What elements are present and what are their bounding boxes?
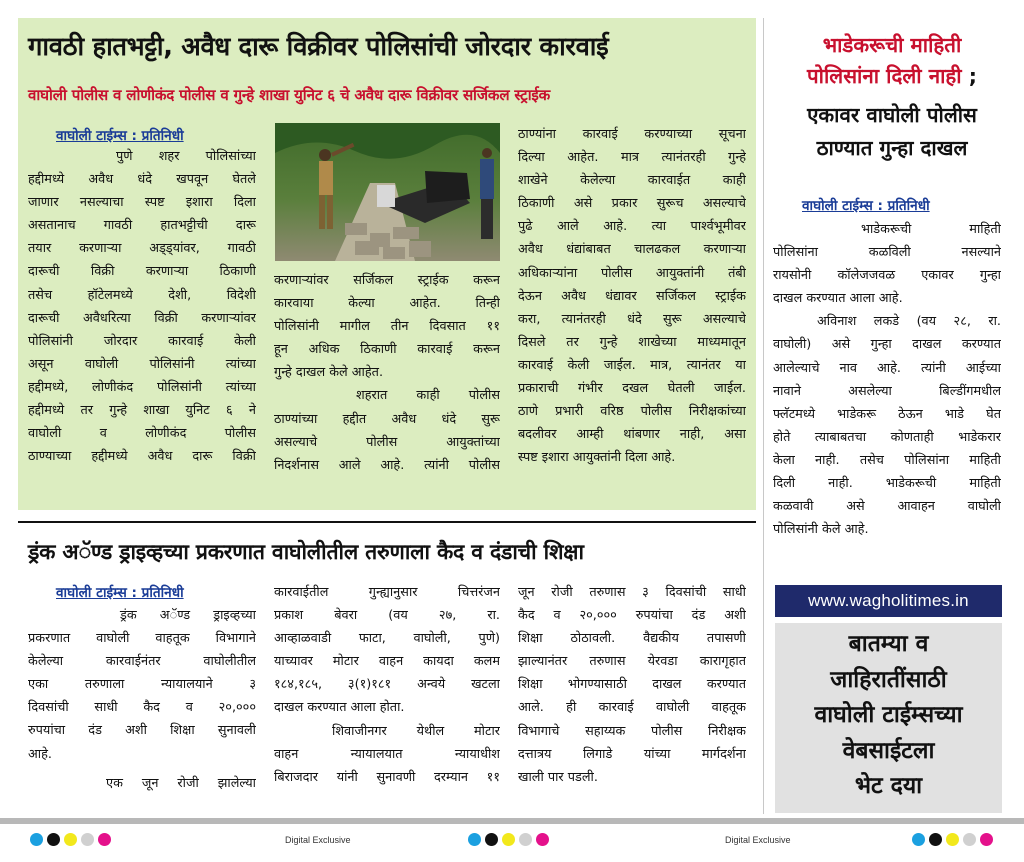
story3-line: केला नाही. तसेच पोलिसांना माहिती: [773, 452, 1001, 468]
story1-col3-line: बदलीवर आम्ही थांबणार नाही, असा: [518, 427, 746, 443]
black-dot-icon: [929, 833, 942, 846]
promo-line-4: वेबसाईटला: [842, 737, 935, 764]
color-swatch-left: [30, 833, 111, 846]
story2-col3-line: दत्तात्रय लिगाडे यांच्या मार्गदर्शना: [518, 746, 746, 762]
story3-line: रायसोनी कॉलेजजवळ एकावर गुन्हा: [773, 268, 1001, 284]
story1-col2-line: शहरात काही पोलीस: [356, 388, 500, 404]
story2-col2-line: १८४,१८५, ३(१)१८१ अन्वये खटला: [274, 677, 500, 693]
story1-col1-line: पुणे शहर पोलिसांच्या: [116, 149, 256, 164]
black-dot-icon: [47, 833, 60, 846]
story1-col1-line: ठाण्याच्या हद्दीमध्ये अवैध दारू विक्री: [28, 449, 256, 465]
story1-column-3: [518, 123, 746, 469]
story2-col1-line: दिवसांची साधी कैद व २०,०००: [28, 700, 256, 716]
magenta-dot-icon: [980, 833, 993, 846]
story1-col1-line: तसेच हॉटेलमध्ये देशी, विदेशी: [28, 287, 256, 303]
story2-col2-line: शिवाजीनगर येथील मोटार: [332, 723, 500, 739]
story3-line: फ्लॅटमध्ये भाडेकरू ठेऊन भाडे घेत: [773, 406, 1001, 422]
cyan-dot-icon: [30, 833, 43, 846]
story1-col1-line: तयार करणाऱ्या अड्ड्यांवर, गावठी: [28, 241, 256, 257]
story2-col2-line: बिराजदार यांनी सुनावणी दरम्यान ११: [274, 769, 500, 785]
story1-column-2: [274, 269, 500, 477]
story2-col3-line: कैद व २०,००० रुपयांचा दंड अशी: [518, 608, 746, 624]
story2-col3-line: विभागाचे सहाय्यक पोलीस निरीक्षक: [518, 723, 746, 739]
story1-col3-line: दिसले तर गुन्हे शाखेच्या माध्यमातून: [518, 334, 746, 350]
story2-column-3: [518, 581, 746, 789]
story2-rule: [18, 521, 756, 523]
story2-column-2: [274, 581, 500, 789]
promo-line-3: वाघोली टाईम्सच्या: [814, 702, 963, 728]
story2-byline: वाघोली टाईम्स : प्रतिनिधी: [56, 585, 184, 601]
story1-col1-line: असतानाच गावठी हातभट्टीची दारू: [28, 218, 256, 234]
story2-col3-line: जून रोजी तरुणास ३ दिवसांची साधी: [518, 585, 746, 600]
story2-col1-line: एक जून रोजी झालेल्या: [106, 775, 256, 791]
story1-col1-line: हद्दीमध्ये अवैध धंदे खपवून घेतले: [28, 172, 256, 188]
story2-col3-line: झाल्यानंतर तरुणास येरवडा कारागृहात: [518, 654, 746, 670]
story1-col1-line: वाघोली व लोणीकंद पोलीस: [28, 426, 256, 442]
story1-col3-line: देऊन अवैध धंद्यावर सर्जिकल स्ट्राईक: [518, 288, 746, 304]
story1-col2-line: करणाऱ्यांवर सर्जिकल स्ट्राईक करून: [274, 273, 500, 288]
story3-line: कळवावी असे आवाहन वाघोली: [773, 499, 1001, 515]
story1-col3-line: अवैध धंद्यांबाबत चालढकल करणाऱ्या: [518, 242, 746, 258]
story2-col1-line: ड्रंक अॅण्ड ड्राइव्हच्या: [120, 608, 256, 623]
story1-col2-line: ठाण्यांच्या हद्दीत अवैध धंदे सुरू: [274, 411, 500, 427]
gray-dot-icon: [81, 833, 94, 846]
column-divider: [763, 18, 764, 814]
story1-col3-line: शाखेने केलेल्या कारवाईत काही: [518, 173, 746, 189]
footer-label-left: Digital Exclusive: [285, 835, 351, 845]
story3-headline-black-1: एकावर वाघोली पोलीस: [807, 103, 977, 127]
promo-line-1: बातम्या व: [848, 631, 929, 657]
black-dot-icon: [485, 833, 498, 846]
story3-body: [773, 218, 1001, 541]
story3-byline: वाघोली टाईम्स : प्रतिनिधी: [802, 198, 930, 214]
story2-col3-line: आले. ही कारवाई वाघोली वाहतूक: [518, 700, 746, 716]
story3-headline: [770, 30, 1014, 164]
story1-col3-line: ठाणे प्रभारी वरिष्ठ पोलीस निरीक्षकांच्या: [518, 404, 746, 420]
yellow-dot-icon: [946, 833, 959, 846]
story1-col1-line: पोलिसांनी जोरदार कारवाई केली: [28, 333, 256, 349]
story2-col2-line: कारवाईतील गुन्ह्यानुसार चित्तरंजन: [274, 585, 500, 600]
story1-col2-line: कारवाया केल्या आहेत. तिन्ही: [274, 296, 500, 312]
story3-line: नावाने असलेल्या बिल्डींगमधील: [773, 383, 1001, 399]
color-swatch-right: [912, 833, 993, 846]
story1-col2-line: असल्याचे पोलीस आयुक्तांच्या: [274, 434, 500, 450]
story1-col3-line: प्रकाराची गंभीर दखल घेतली जाईल.: [518, 381, 746, 397]
police-raid-photo-image: [275, 123, 500, 261]
story1-col1-line: जाणार नसल्याचा स्पष्ट इशारा दिला: [28, 195, 256, 211]
story1-col3-line: करा, त्यानंतरही धंदे सुरू असल्याचे: [518, 311, 746, 327]
news-photo: [275, 123, 500, 261]
story3-line: दाखल करण्यात आला आहे.: [773, 291, 903, 307]
story3-line: होते त्याबाबतचा कोणताही भाडेकरार: [773, 429, 1001, 445]
gray-dot-icon: [519, 833, 532, 846]
magenta-dot-icon: [98, 833, 111, 846]
story1-byline: वाघोली टाईम्स : प्रतिनिधी: [56, 128, 184, 144]
story1-col2-line: पोलिसांनी मागील तीन दिवसात ११: [274, 319, 500, 335]
story1-col2-line: हून अधिक ठिकाणी कारवाई करून: [274, 342, 500, 358]
story2-col2-line: वाहन न्यायालयात न्यायाधीश: [274, 746, 500, 762]
story1-col2-line: गुन्हे दाखल केले आहेत.: [274, 365, 384, 381]
yellow-dot-icon: [502, 833, 515, 846]
story2-col2-line: आव्हाळवाडी फाटा, वाघोली, पुणे): [274, 631, 500, 647]
story1-col3-line: पुढे आले आहे. त्या पार्श्वभूमीवर: [518, 219, 746, 235]
story1-col3-line: ठाण्यांना कारवाई करण्याच्या सूचना: [518, 127, 746, 142]
story3-line: आलेल्याचे नाव आहे. त्यांनी आईच्या: [773, 360, 1001, 376]
story2-col1-line: केलेल्या कारवाईनंतर वाघोलीतील: [28, 654, 256, 670]
story3-headline-red-1: भाडेकरूची माहिती: [822, 33, 962, 57]
story3-headline-black-2: ठाण्यात गुन्हा दाखल: [816, 136, 968, 160]
story1-col1-line: हद्दीमध्ये तर गुन्हे शाखा युनिट ६ ने: [28, 403, 256, 419]
story1-col3-line: कारवाई केली जाईल. मात्र, त्यानंतर या: [518, 357, 746, 373]
story1-column-1: [28, 145, 256, 468]
story1-col3-line: स्पष्ट इशारा आयुक्तांनी दिला आहे.: [518, 450, 676, 466]
story1-col1-line: हद्दीमध्ये, लोणीकंद पोलिसांनी त्यांच्या: [28, 379, 256, 395]
story2-col1-line: एका तरुणाला न्यायालयाने ३: [28, 677, 256, 693]
story2-col3-line: शिक्षा ठोठावली. वैद्यकीय तपासणी: [518, 631, 746, 647]
color-swatch-center: [468, 833, 549, 846]
story1-subheadline: वाघोली पोलीस व लोणीकंद पोलीस व गुन्हे शाखा युनिट ६ चे अवैध दारू विक्रीवर सर्जिकल स्ट्राईक: [28, 86, 551, 104]
story3-line: वाघोली) असे गुन्हा दाखल करण्यात: [773, 337, 1001, 353]
story2-col1-line: आहे.: [28, 746, 52, 762]
story2-col3-line: शिक्षा भोगण्यासाठी दाखल करण्यात: [518, 677, 746, 693]
story2-col1-line: रुपयांचा दंड अशी शिक्षा सुनावली: [28, 723, 256, 739]
story1-headline: गावठी हातभट्टी, अवैध दारू विक्रीवर पोलिसांची जोरदार कारवाई: [28, 32, 609, 62]
story2-column-1: [28, 604, 256, 795]
story2-col2-line: प्रकाश बेवरा (वय २७, रा.: [274, 608, 500, 624]
yellow-dot-icon: [64, 833, 77, 846]
footer-bar: [0, 818, 1024, 824]
cyan-dot-icon: [912, 833, 925, 846]
story3-headline-red-2: पोलिसांना दिली नाही: [807, 64, 962, 88]
story1-col1-line: असून वाघोली पोलिसांनी त्यांच्या: [28, 356, 256, 372]
website-url[interactable]: www.wagholitimes.in: [808, 591, 969, 610]
cyan-dot-icon: [468, 833, 481, 846]
story3-line: पोलिसांनी केले आहे.: [773, 522, 869, 538]
story3-line: पोलिसांना कळविली नसल्याने: [773, 245, 1001, 261]
story1-col1-line: दारूची अवैधरित्या विक्री करणाऱ्यांवर: [28, 310, 256, 326]
story1-col1-line: दारूची विक्री करणाऱ्या ठिकाणी: [28, 264, 256, 280]
footer-label-right: Digital Exclusive: [725, 835, 791, 845]
story3-line: भाडेकरूची माहिती: [861, 222, 1001, 237]
gray-dot-icon: [963, 833, 976, 846]
story2-headline: ड्रंक अॅण्ड ड्राइव्हच्या प्रकरणात वाघोलीतील तरुणाला कैद व दंडाची शिक्षा: [28, 539, 584, 564]
story2-col2-line: याच्यावर मोटार वाहन कायदा कलम: [274, 654, 500, 670]
promo-line-2: जाहिरातींसाठी: [830, 666, 947, 693]
story1-col2-line: निदर्शनास आले आहे. त्यांनी पोलीस: [274, 457, 500, 473]
story3-headline-red-line: [770, 61, 1014, 92]
story2-col3-line: खाली पार पडली.: [518, 769, 598, 785]
story1-col3-line: ठिकाणी असे प्रकार सुरूच असल्याचे: [518, 196, 746, 212]
magenta-dot-icon: [536, 833, 549, 846]
website-banner[interactable]: [775, 585, 1002, 617]
story3-headline-semicolon: ;: [961, 64, 977, 88]
promo-line-5: भेट दया: [854, 773, 923, 799]
story1-col3-line: अधिकाऱ्यांना पोलीस आयुक्तांनी तंबी: [518, 265, 746, 281]
story3-line: दिली नाही. भाडेकरूची माहिती: [773, 476, 1001, 492]
promo-box: [775, 623, 1002, 813]
story2-col1-line: प्रकरणात वाघोली वाहतूक विभागाने: [28, 631, 256, 647]
story3-line: अविनाश लकडे (वय २८, रा.: [817, 314, 1001, 330]
story1-col3-line: दिल्या आहेत. मात्र त्यानंतरही गुन्हे: [518, 150, 746, 166]
story2-col2-line: दाखल करण्यात आला होता.: [274, 700, 405, 716]
